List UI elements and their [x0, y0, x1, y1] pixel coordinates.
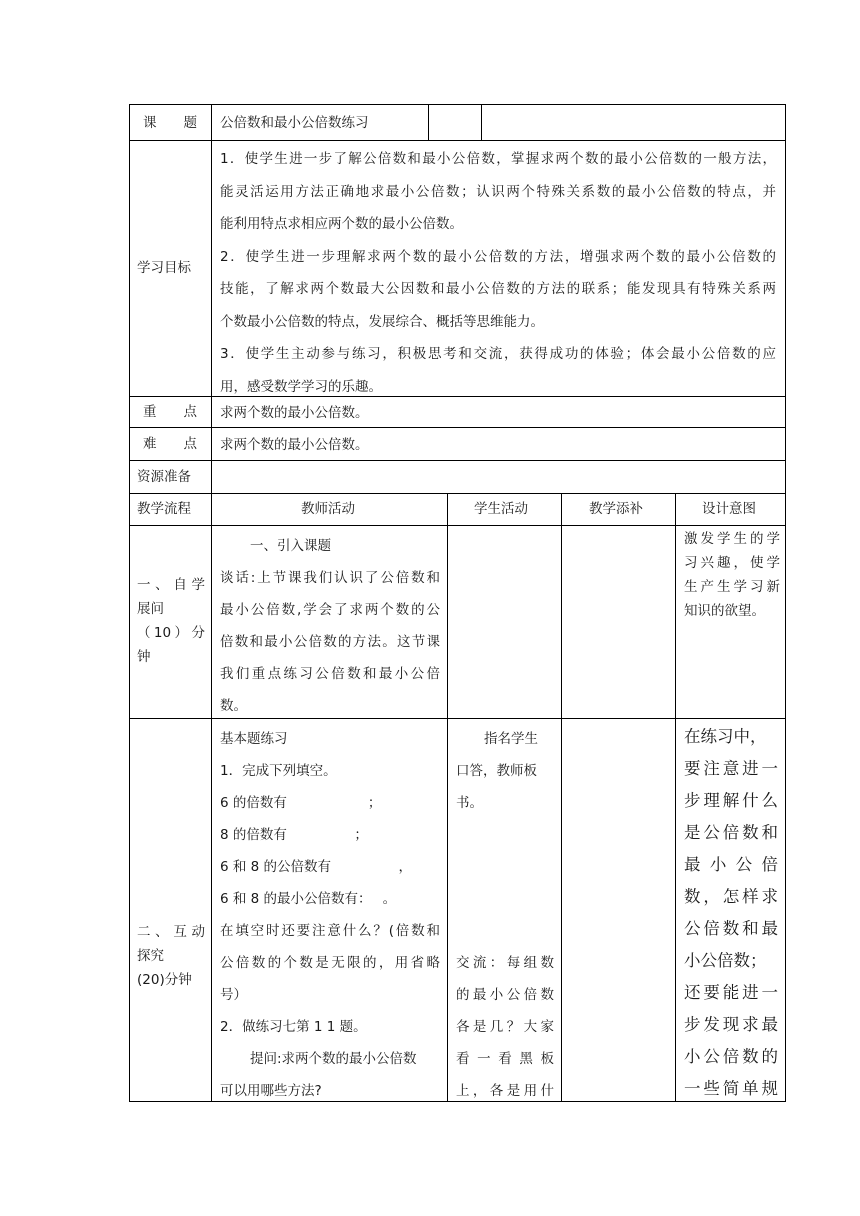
table-col-rule [447, 493, 448, 1102]
stage1-teacher-line: 最小公倍数,学会了求两个数的公 [220, 602, 440, 618]
stage2-teacher-line: 6 和 8 的公倍数有 ， [220, 859, 413, 875]
stage2-label-line: 二、互动 [137, 924, 205, 940]
stage1-label [137, 573, 205, 669]
goal-line: 用，感受数学学习的乐趣。 [220, 378, 382, 395]
col-header-supplement: 教学添补 [589, 501, 643, 517]
table-rule [129, 460, 786, 461]
stage1-teacher-line: 数。 [220, 698, 247, 714]
stage2-student-line: 指名学生 [484, 731, 538, 747]
stage2-teacher-line: 1．完成下列填空。 [220, 763, 337, 779]
goals-label: 学习目标 [137, 260, 191, 276]
table-rule [129, 140, 786, 141]
goal-line: 2．使学生进一步理解求两个数的最小公倍数的方法，增强求两个数的最小公倍数的 [220, 248, 776, 265]
stage2-intent-line: 小公倍数； [684, 951, 767, 970]
table-border-right [785, 104, 786, 1102]
goal-line: 个数最小公倍数的特点，发展综合、概括等思维能力。 [220, 313, 544, 330]
table-rule [129, 104, 786, 105]
topic-label: 课 题 [143, 115, 197, 131]
stage1-heading: 一、引入课题 [250, 538, 331, 554]
stage1-teacher-line: 我们重点练习公倍数和最小公倍 [220, 666, 440, 682]
stage2-teacher-line: 在填空时还要注意什么？(倍数和 [220, 923, 440, 939]
col-header-flow: 教学流程 [137, 501, 191, 517]
col-header-student: 学生活动 [474, 501, 528, 517]
stage2-teacher-line: 提问:求两个数的最小公倍数 [250, 1051, 417, 1067]
goals-text [220, 143, 776, 403]
stage2-heading: 基本题练习 [220, 731, 288, 747]
stage2-student-line: 看 一 看 黑 板 [456, 1051, 554, 1067]
table-border-left [129, 104, 130, 1102]
col-header-intent: 设计意图 [702, 501, 756, 517]
key-label: 重 点 [143, 404, 197, 420]
table-col-rule [481, 104, 482, 141]
stage2-teacher-line: 号） [220, 987, 247, 1003]
goal-line: 3．使学生主动参与练习，积极思考和交流，获得成功的体验；体会最小公倍数的应 [220, 346, 776, 362]
stage1-teacher-activity [220, 530, 440, 722]
table-col-rule [561, 493, 562, 1102]
stage1-intent-line: 生产生学习新 [684, 579, 780, 595]
stage1-intent-line: 知识的欲望。 [684, 603, 765, 619]
stage1-intent-line: 激发学生的学 [684, 531, 780, 547]
table-rule [129, 525, 786, 526]
goal-line: 技能，了解求两个数最大公因数和最小公倍数的方法的联系；能发现具有特殊关系两 [220, 281, 776, 297]
stage2-label [137, 920, 205, 992]
stage2-teacher-line: 6 和 8 的最小公倍数有： 。 [220, 891, 397, 907]
difficulty-value: 求两个数的最小公倍数。 [220, 437, 369, 453]
stage2-intent-line: 步发现求最 [684, 1015, 778, 1034]
stage1-label-line: 展问 [137, 601, 164, 617]
stage2-intent-line: 是公倍数和 [684, 823, 778, 842]
goal-line: 能利用特点求相应两个数的最小公倍数。 [220, 216, 463, 232]
stage2-intent-line: 小公倍数的 [684, 1047, 778, 1066]
difficulty-label: 难 点 [143, 436, 197, 452]
stage2-teacher-line: 8 的倍数有 ； [220, 827, 368, 843]
goal-line: 能灵活运用方法正确地求最小公倍数；认识两个特殊关系数的最小公倍数的特点，并 [220, 183, 776, 200]
stage2-student-activity-b [456, 947, 554, 1107]
stage2-student-line: 上，各是用什 [456, 1083, 554, 1099]
stage2-teacher-line: 可以用哪些方法? [220, 1083, 322, 1099]
stage2-intent-line: 要注意进一 [684, 759, 778, 778]
stage2-label-line: (20)分钟 [137, 972, 192, 988]
topic-value: 公倍数和最小公倍数练习 [220, 115, 369, 131]
stage2-intent-line: 最 小 公 倍 [684, 855, 778, 874]
stage2-teacher-line: 公倍数的个数是无限的，用省略 [220, 955, 440, 971]
stage1-label-line: （10）分 [137, 625, 205, 641]
stage1-label-line: 一、自学 [137, 577, 205, 593]
stage1-teacher-line: 倍数和最小公倍数的方法。这节课 [220, 634, 440, 650]
key-value: 求两个数的最小公倍数。 [220, 405, 369, 421]
table-rule [129, 493, 786, 494]
stage2-student-line: 的最小公倍数 [456, 987, 554, 1003]
goal-line: 1．使学生进一步了解公倍数和最小公倍数，掌握求两个数的最小公倍数的一般方法， [220, 151, 776, 167]
resources-label: 资源准备 [137, 469, 191, 485]
stage1-intent [684, 527, 780, 623]
col-header-teacher: 教师活动 [301, 501, 355, 517]
stage2-student-line: 口答，教师板 [456, 763, 537, 779]
stage1-teacher-line: 谈话:上节课我们认识了公倍数和 [220, 570, 440, 586]
stage2-intent-line: 在练习中， [684, 727, 767, 746]
table-col-rule [428, 104, 429, 141]
stage2-student-line: 书。 [456, 795, 483, 811]
table-col-rule [211, 104, 212, 1102]
stage2-intent-line: 一些简单规 [684, 1079, 778, 1098]
stage1-label-line: 钟 [137, 649, 151, 665]
stage2-intent-line: 数，怎样求 [684, 887, 778, 906]
stage2-intent-line: 步理解什么 [684, 791, 778, 810]
stage2-student-line: 各是几？大家 [456, 1019, 554, 1035]
table-rule [129, 427, 786, 428]
stage1-intent-line: 习兴趣，使学 [684, 555, 780, 571]
table-col-rule [675, 493, 676, 1102]
stage2-student-activity-a [456, 723, 554, 819]
stage2-intent-line: 公倍数和最 [684, 919, 778, 938]
stage2-intent-line: 还要能进一 [684, 983, 778, 1002]
stage2-teacher-activity [220, 723, 440, 1107]
stage2-teacher-line: 6 的倍数有 ； [220, 795, 382, 811]
stage2-student-line: 交流：每组数 [456, 955, 554, 971]
stage2-teacher-line: 2．做练习七第 1 1 题。 [220, 1019, 367, 1035]
stage2-label-line: 探究 [137, 948, 164, 964]
stage2-intent [684, 721, 778, 1105]
